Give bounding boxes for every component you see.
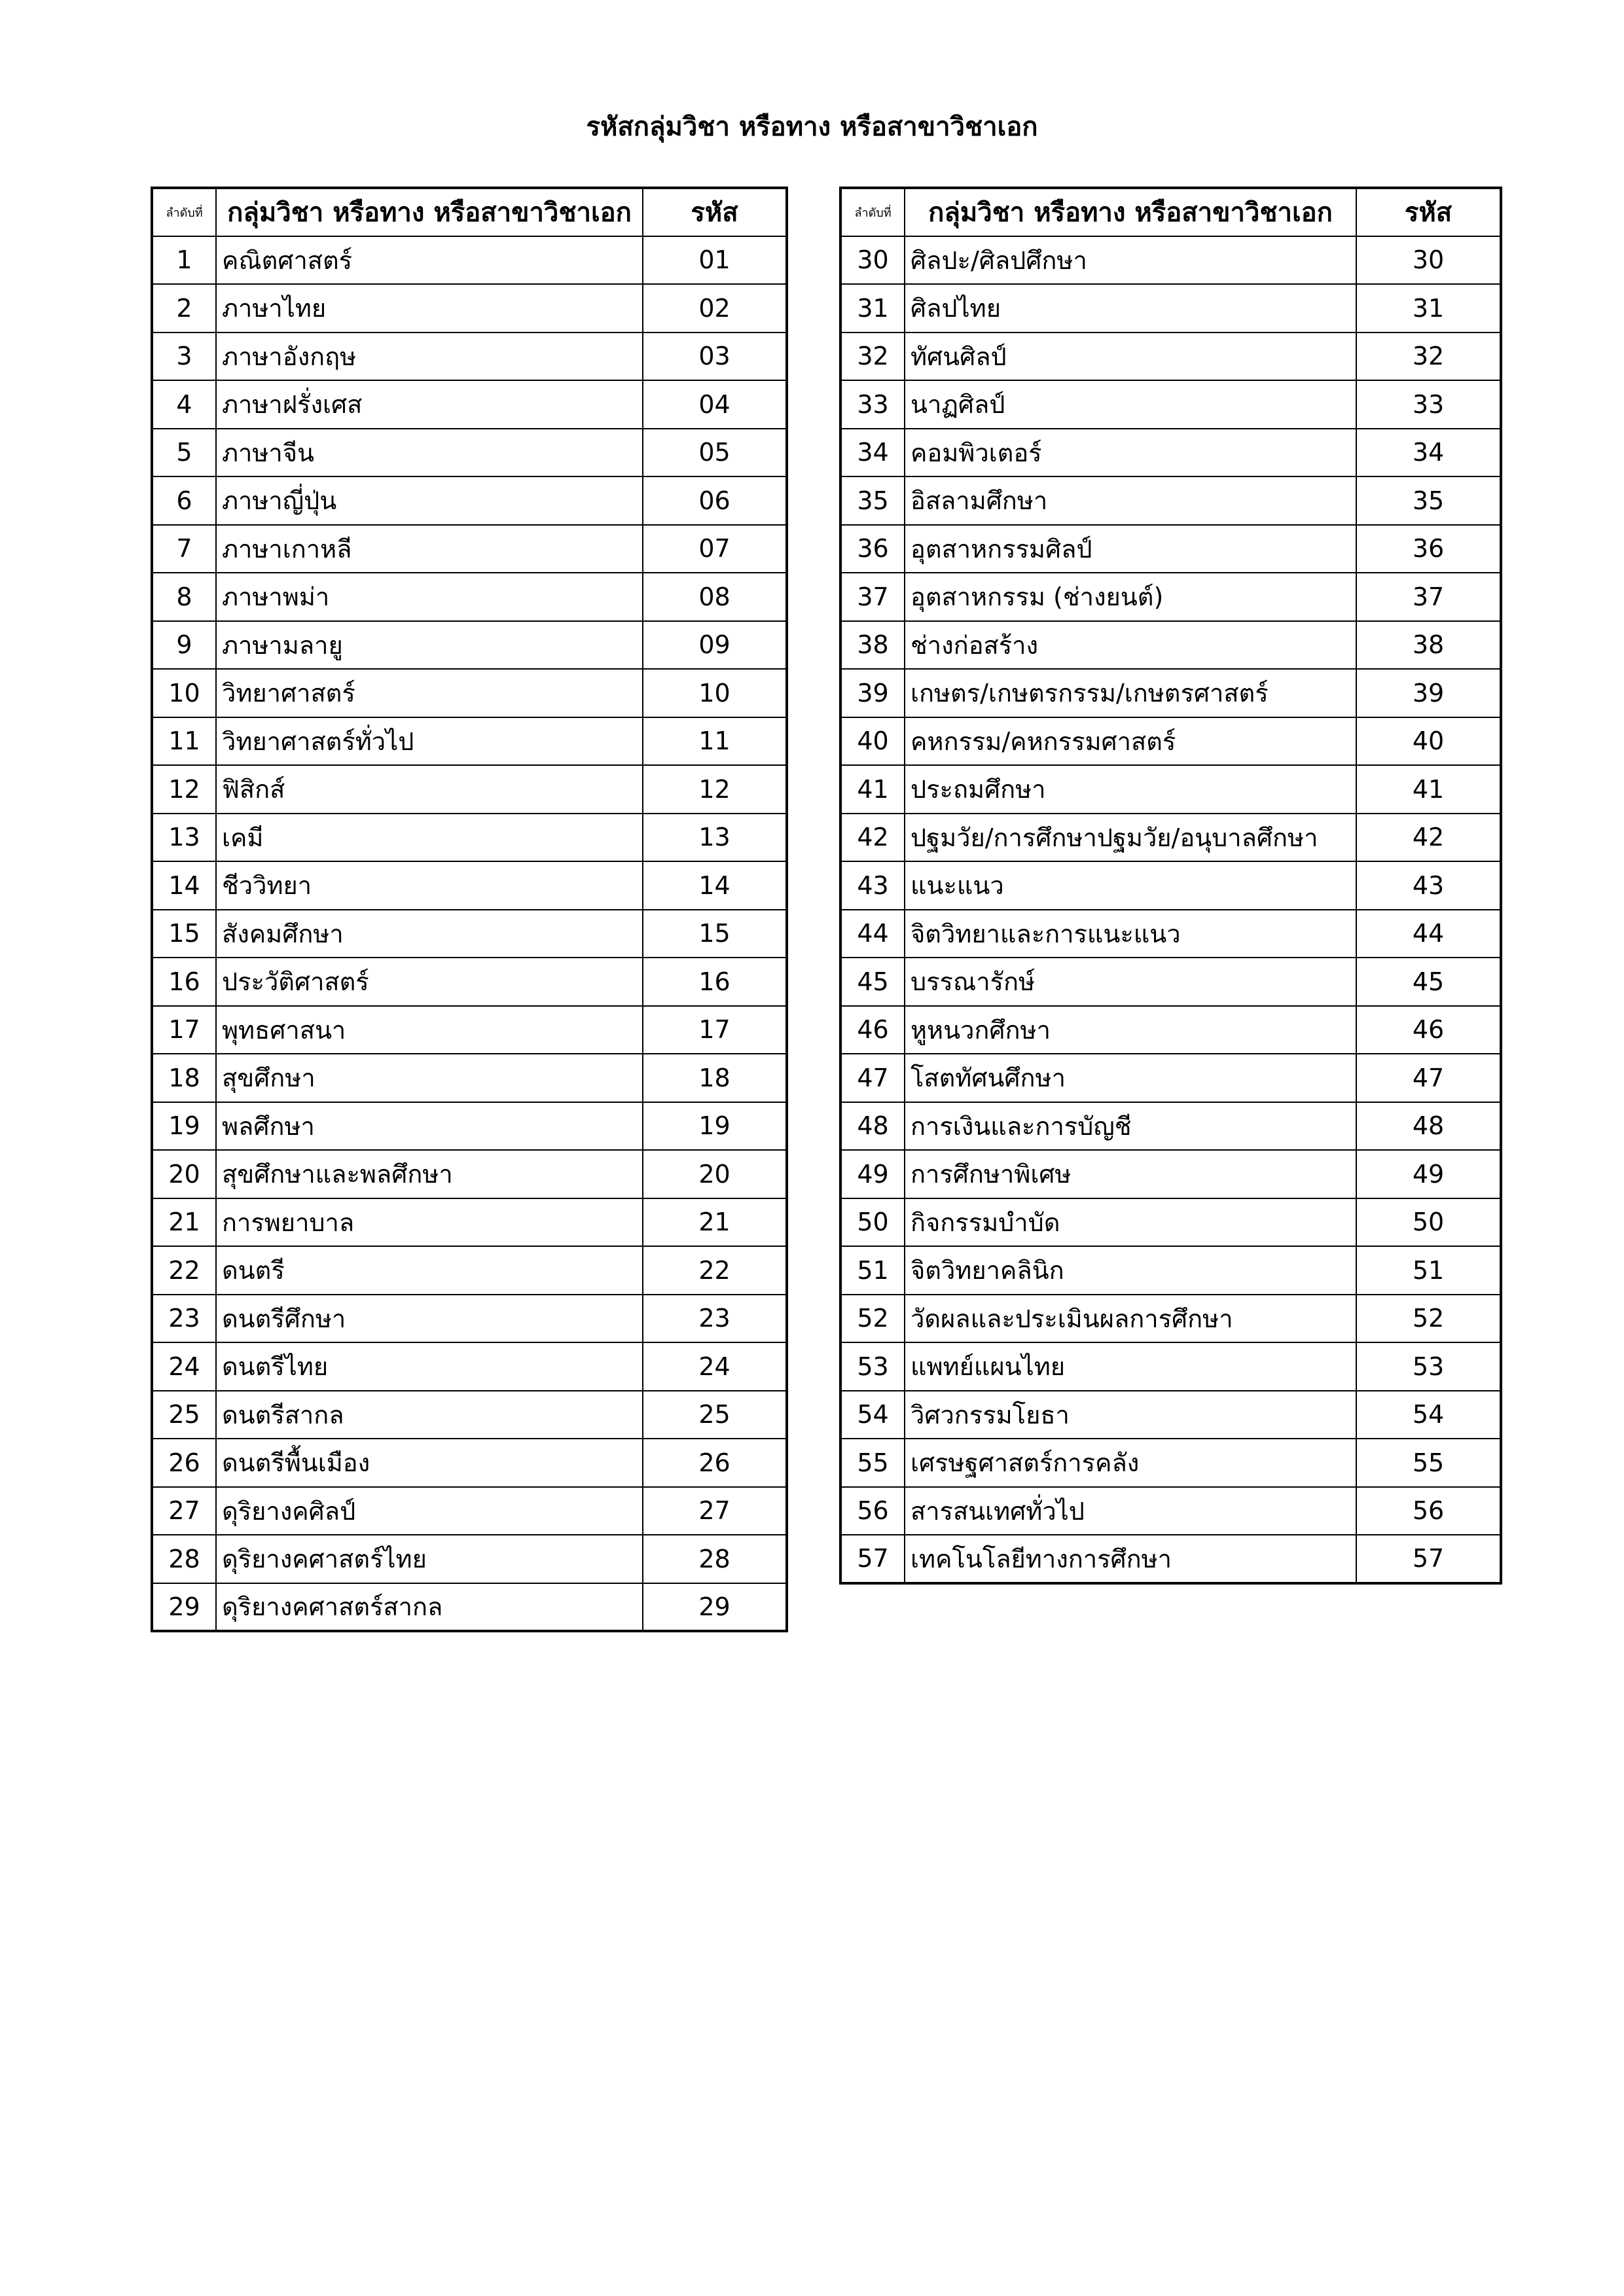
row-subject-cell: ดนตรีพื้นเมือง	[216, 1439, 643, 1487]
row-order-cell: 56	[840, 1487, 905, 1535]
row-subject-cell: ปฐมวัย/การศึกษาปฐมวัย/อนุบาลศึกษา	[905, 814, 1356, 862]
row-order-cell: 44	[840, 910, 905, 958]
row-code-cell: 57	[1356, 1535, 1501, 1583]
row-order-cell: 8	[152, 573, 216, 621]
row-order-cell: 42	[840, 814, 905, 862]
table-row	[152, 1198, 787, 1247]
row-order-cell: 20	[152, 1150, 216, 1198]
row-code-cell: 29	[643, 1583, 787, 1632]
row-order-cell: 52	[840, 1295, 905, 1343]
row-subject-cell: กิจกรรมบำบัด	[905, 1198, 1356, 1247]
row-code-cell: 15	[643, 910, 787, 958]
row-code-cell: 49	[1356, 1150, 1501, 1198]
row-order-cell: 6	[152, 476, 216, 525]
row-code-cell: 46	[1356, 1006, 1501, 1054]
row-order-cell: 12	[152, 765, 216, 814]
row-order-cell: 48	[840, 1102, 905, 1151]
header-code: รหัส	[1356, 188, 1501, 236]
row-code-cell: 55	[1356, 1439, 1501, 1487]
row-subject-cell: การศึกษาพิเศษ	[905, 1150, 1356, 1198]
row-subject-cell: บรรณารักษ์	[905, 958, 1356, 1006]
row-order-cell: 35	[840, 476, 905, 525]
row-code-cell: 02	[643, 284, 787, 332]
row-code-cell: 54	[1356, 1391, 1501, 1439]
row-subject-cell: ภาษาญี่ปุ่น	[216, 476, 643, 525]
row-order-cell: 2	[152, 284, 216, 332]
row-code-cell: 08	[643, 573, 787, 621]
row-order-cell: 41	[840, 765, 905, 814]
row-code-cell: 43	[1356, 861, 1501, 910]
row-order-cell: 31	[840, 284, 905, 332]
row-subject-cell: จิตวิทยาและการแนะแนว	[905, 910, 1356, 958]
row-order-cell: 19	[152, 1102, 216, 1151]
row-code-cell: 20	[643, 1150, 787, 1198]
row-subject-cell: ดุริยางคศิลป์	[216, 1487, 643, 1535]
row-code-cell: 10	[643, 669, 787, 717]
row-order-cell: 27	[152, 1487, 216, 1535]
row-code-cell: 13	[643, 814, 787, 862]
table-row	[840, 958, 1501, 1006]
row-order-cell: 1	[152, 236, 216, 285]
row-code-cell: 34	[1356, 429, 1501, 477]
row-subject-cell: คณิตศาสตร์	[216, 236, 643, 285]
row-code-cell: 39	[1356, 669, 1501, 717]
row-subject-cell: คหกรรม/คหกรรมศาสตร์	[905, 717, 1356, 766]
table-row	[152, 1295, 787, 1343]
table-row	[152, 1583, 787, 1632]
table-row	[840, 1054, 1501, 1102]
row-order-cell: 10	[152, 669, 216, 717]
row-code-cell: 24	[643, 1342, 787, 1391]
row-subject-cell: ดนตรีศึกษา	[216, 1295, 643, 1343]
row-order-cell: 50	[840, 1198, 905, 1247]
row-code-cell: 11	[643, 717, 787, 766]
row-order-cell: 53	[840, 1342, 905, 1391]
row-order-cell: 15	[152, 910, 216, 958]
table-row	[840, 621, 1501, 670]
table-row	[152, 1439, 787, 1487]
row-subject-cell: ศิลปะ/ศิลปศึกษา	[905, 236, 1356, 285]
row-code-cell: 27	[643, 1487, 787, 1535]
table-header-row	[840, 188, 1501, 236]
row-subject-cell: จิตวิทยาคลินิก	[905, 1246, 1356, 1295]
table-row	[840, 284, 1501, 332]
header-subject: กลุ่มวิชา หรือทาง หรือสาขาวิชาเอก	[216, 188, 643, 236]
row-order-cell: 14	[152, 861, 216, 910]
row-code-cell: 31	[1356, 284, 1501, 332]
table-row	[840, 1198, 1501, 1247]
row-code-cell: 56	[1356, 1487, 1501, 1535]
row-order-cell: 29	[152, 1583, 216, 1632]
table-row	[152, 861, 787, 910]
table-row	[840, 332, 1501, 381]
table-row	[152, 669, 787, 717]
row-subject-cell: ฟิสิกส์	[216, 765, 643, 814]
table-row	[152, 717, 787, 766]
row-subject-cell: พุทธศาสนา	[216, 1006, 643, 1054]
row-code-cell: 30	[1356, 236, 1501, 285]
row-subject-cell: ดุริยางคศาสตร์ไทย	[216, 1535, 643, 1583]
row-subject-cell: อุตสาหกรรม (ช่างยนต์)	[905, 573, 1356, 621]
table-row	[152, 332, 787, 381]
row-subject-cell: ภาษาพม่า	[216, 573, 643, 621]
row-code-cell: 12	[643, 765, 787, 814]
row-subject-cell: โสตทัศนศึกษา	[905, 1054, 1356, 1102]
row-subject-cell: ภาษาไทย	[216, 284, 643, 332]
row-order-cell: 38	[840, 621, 905, 670]
row-code-cell: 22	[643, 1246, 787, 1295]
row-code-cell: 03	[643, 332, 787, 381]
row-subject-cell: ภาษาฝรั่งเศส	[216, 380, 643, 429]
subject-code-table-left	[151, 187, 788, 1632]
row-code-cell: 38	[1356, 621, 1501, 670]
row-order-cell: 11	[152, 717, 216, 766]
row-subject-cell: สังคมศึกษา	[216, 910, 643, 958]
row-order-cell: 4	[152, 380, 216, 429]
row-order-cell: 36	[840, 525, 905, 573]
row-subject-cell: หูหนวกศึกษา	[905, 1006, 1356, 1054]
table-row	[152, 476, 787, 525]
row-subject-cell: วิศวกรรมโยธา	[905, 1391, 1356, 1439]
row-subject-cell: สุขศึกษา	[216, 1054, 643, 1102]
row-subject-cell: ประถมศึกษา	[905, 765, 1356, 814]
row-order-cell: 39	[840, 669, 905, 717]
row-order-cell: 9	[152, 621, 216, 670]
row-code-cell: 17	[643, 1006, 787, 1054]
row-code-cell: 04	[643, 380, 787, 429]
row-code-cell: 35	[1356, 476, 1501, 525]
row-subject-cell: ดนตรี	[216, 1246, 643, 1295]
row-order-cell: 49	[840, 1150, 905, 1198]
table-row	[840, 429, 1501, 477]
table-row	[840, 1006, 1501, 1054]
row-subject-cell: การเงินและการบัญชี	[905, 1102, 1356, 1151]
row-code-cell: 48	[1356, 1102, 1501, 1151]
row-order-cell: 45	[840, 958, 905, 1006]
table-row	[152, 910, 787, 958]
row-code-cell: 19	[643, 1102, 787, 1151]
row-subject-cell: สุขศึกษาและพลศึกษา	[216, 1150, 643, 1198]
table-row	[840, 814, 1501, 862]
table-row	[152, 1535, 787, 1583]
table-row	[840, 861, 1501, 910]
row-code-cell: 51	[1356, 1246, 1501, 1295]
row-subject-cell: วิทยาศาสตร์ทั่วไป	[216, 717, 643, 766]
row-subject-cell: พลศึกษา	[216, 1102, 643, 1151]
table-row	[840, 1295, 1501, 1343]
row-code-cell: 53	[1356, 1342, 1501, 1391]
table-row	[840, 1150, 1501, 1198]
table-row	[152, 525, 787, 573]
row-code-cell: 32	[1356, 332, 1501, 381]
row-code-cell: 41	[1356, 765, 1501, 814]
row-order-cell: 47	[840, 1054, 905, 1102]
table-row	[840, 525, 1501, 573]
table-row	[840, 717, 1501, 766]
row-subject-cell: การพยาบาล	[216, 1198, 643, 1247]
table-row	[152, 284, 787, 332]
table-header-row	[152, 188, 787, 236]
table-row	[840, 1391, 1501, 1439]
row-subject-cell: ช่างก่อสร้าง	[905, 621, 1356, 670]
row-code-cell: 52	[1356, 1295, 1501, 1343]
row-subject-cell: คอมพิวเตอร์	[905, 429, 1356, 477]
table-row	[840, 236, 1501, 285]
row-subject-cell: แพทย์แผนไทย	[905, 1342, 1356, 1391]
row-code-cell: 50	[1356, 1198, 1501, 1247]
row-code-cell: 45	[1356, 958, 1501, 1006]
header-order: ลำดับที่	[152, 188, 216, 236]
row-order-cell: 54	[840, 1391, 905, 1439]
row-subject-cell: ทัศนศิลป์	[905, 332, 1356, 381]
table-row	[152, 1150, 787, 1198]
row-code-cell: 01	[643, 236, 787, 285]
row-code-cell: 18	[643, 1054, 787, 1102]
table-row	[152, 1006, 787, 1054]
row-order-cell: 13	[152, 814, 216, 862]
table-row	[840, 1535, 1501, 1583]
row-order-cell: 32	[840, 332, 905, 381]
row-subject-cell: ดนตรีไทย	[216, 1342, 643, 1391]
table-row	[840, 1102, 1501, 1151]
table-row	[152, 573, 787, 621]
page-title: รหัสกลุ่มวิชา หรือทาง หรือสาขาวิชาเอก	[586, 112, 1038, 142]
table-row	[840, 1246, 1501, 1295]
row-code-cell: 09	[643, 621, 787, 670]
row-code-cell: 37	[1356, 573, 1501, 621]
row-order-cell: 25	[152, 1391, 216, 1439]
table-row	[840, 669, 1501, 717]
table-row	[152, 765, 787, 814]
row-order-cell: 21	[152, 1198, 216, 1247]
row-code-cell: 40	[1356, 717, 1501, 766]
table-row	[152, 958, 787, 1006]
row-subject-cell: อุตสาหกรรมศิลป์	[905, 525, 1356, 573]
row-subject-cell: อิสลามศึกษา	[905, 476, 1356, 525]
table-row	[840, 476, 1501, 525]
row-subject-cell: ศิลปไทย	[905, 284, 1356, 332]
row-order-cell: 3	[152, 332, 216, 381]
table-row	[152, 236, 787, 285]
table-row	[152, 1342, 787, 1391]
row-code-cell: 28	[643, 1535, 787, 1583]
table-row	[152, 814, 787, 862]
table-row	[840, 1487, 1501, 1535]
row-code-cell: 07	[643, 525, 787, 573]
row-subject-cell: ภาษาอังกฤษ	[216, 332, 643, 381]
table-row	[152, 621, 787, 670]
table-row	[840, 765, 1501, 814]
row-order-cell: 57	[840, 1535, 905, 1583]
row-code-cell: 42	[1356, 814, 1501, 862]
row-subject-cell: วิทยาศาสตร์	[216, 669, 643, 717]
row-code-cell: 21	[643, 1198, 787, 1247]
subject-code-table-right	[839, 187, 1502, 1585]
row-code-cell: 23	[643, 1295, 787, 1343]
row-order-cell: 17	[152, 1006, 216, 1054]
row-code-cell: 25	[643, 1391, 787, 1439]
row-subject-cell: ชีววิทยา	[216, 861, 643, 910]
table-row	[152, 429, 787, 477]
row-subject-cell: เทคโนโลยีทางการศึกษา	[905, 1535, 1356, 1583]
row-order-cell: 30	[840, 236, 905, 285]
row-subject-cell: ดุริยางคศาสตร์สากล	[216, 1583, 643, 1632]
row-code-cell: 33	[1356, 380, 1501, 429]
table-row	[840, 1439, 1501, 1487]
row-order-cell: 7	[152, 525, 216, 573]
row-order-cell: 37	[840, 573, 905, 621]
table-row	[152, 1054, 787, 1102]
row-order-cell: 23	[152, 1295, 216, 1343]
row-subject-cell: วัดผลและประเมินผลการศึกษา	[905, 1295, 1356, 1343]
row-order-cell: 51	[840, 1246, 905, 1295]
row-order-cell: 28	[152, 1535, 216, 1583]
row-subject-cell: ดนตรีสากล	[216, 1391, 643, 1439]
table-row	[152, 1246, 787, 1295]
table-row	[840, 910, 1501, 958]
table-row	[152, 1391, 787, 1439]
row-order-cell: 40	[840, 717, 905, 766]
row-subject-cell: เคมี	[216, 814, 643, 862]
table-row	[152, 1487, 787, 1535]
row-order-cell: 16	[152, 958, 216, 1006]
row-order-cell: 43	[840, 861, 905, 910]
row-subject-cell: ภาษาจีน	[216, 429, 643, 477]
row-order-cell: 5	[152, 429, 216, 477]
table-row	[840, 573, 1501, 621]
row-order-cell: 34	[840, 429, 905, 477]
row-order-cell: 33	[840, 380, 905, 429]
table-row	[152, 380, 787, 429]
row-order-cell: 18	[152, 1054, 216, 1102]
row-subject-cell: นาฏศิลป์	[905, 380, 1356, 429]
row-order-cell: 22	[152, 1246, 216, 1295]
row-order-cell: 24	[152, 1342, 216, 1391]
row-code-cell: 44	[1356, 910, 1501, 958]
row-order-cell: 26	[152, 1439, 216, 1487]
row-code-cell: 06	[643, 476, 787, 525]
row-subject-cell: เกษตร/เกษตรกรรม/เกษตรศาสตร์	[905, 669, 1356, 717]
table-row	[840, 1342, 1501, 1391]
header-subject: กลุ่มวิชา หรือทาง หรือสาขาวิชาเอก	[905, 188, 1356, 236]
row-subject-cell: ประวัติศาสตร์	[216, 958, 643, 1006]
table-row	[152, 1102, 787, 1151]
row-code-cell: 36	[1356, 525, 1501, 573]
row-order-cell: 46	[840, 1006, 905, 1054]
header-order: ลำดับที่	[840, 188, 905, 236]
row-subject-cell: เศรษฐศาสตร์การคลัง	[905, 1439, 1356, 1487]
row-subject-cell: สารสนเทศทั่วไป	[905, 1487, 1356, 1535]
row-subject-cell: ภาษามลายู	[216, 621, 643, 670]
row-code-cell: 05	[643, 429, 787, 477]
row-code-cell: 14	[643, 861, 787, 910]
row-subject-cell: แนะแนว	[905, 861, 1356, 910]
header-code: รหัส	[643, 188, 787, 236]
row-code-cell: 26	[643, 1439, 787, 1487]
row-order-cell: 55	[840, 1439, 905, 1487]
row-code-cell: 16	[643, 958, 787, 1006]
row-code-cell: 47	[1356, 1054, 1501, 1102]
table-row	[840, 380, 1501, 429]
row-subject-cell: ภาษาเกาหลี	[216, 525, 643, 573]
